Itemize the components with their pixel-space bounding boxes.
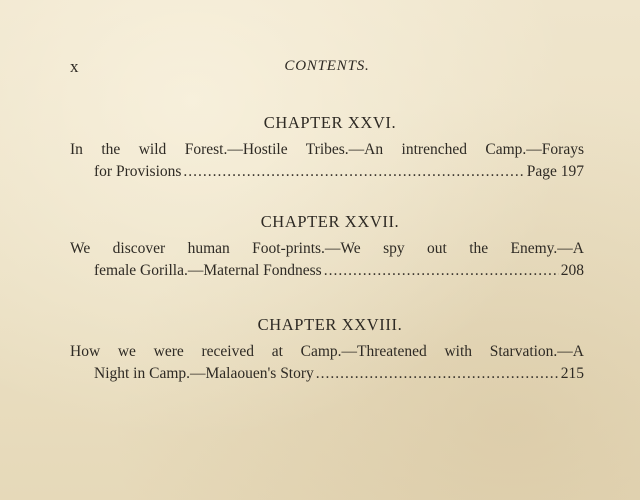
chapter-entry-xxvii [70,212,584,282]
chapter-entry-xxviii [70,315,584,385]
chapter-title: CHAPTER XXVI. [263,113,397,132]
summary-line: How we were received at Camp.—Threatened with Starvation.—A [70,343,584,360]
summary-line: We discover human Foot-prints.—We spy out the Enemy.—A [70,240,584,257]
summary-line-with-page [70,363,584,385]
chapter-title: CHAPTER XXVII. [260,212,400,231]
summary-line-end: Night in Camp.—Malaouen's Story [94,365,314,382]
summary-line-end: for Provisions [94,163,182,180]
chapter-entry-xxvi [70,113,584,183]
dot-leader [183,161,524,183]
running-title: CONTENTS. [284,58,370,74]
page-number: x [70,57,79,76]
chapter-summary [70,341,584,385]
summary-line-with-page [70,161,584,183]
chapter-summary [70,139,584,183]
page-reference: 215 [560,365,584,382]
page-reference: 208 [560,262,584,279]
summary-line-end: female Gorilla.—Maternal Fondness [94,262,322,279]
dot-leader [316,363,559,385]
chapter-title: CHAPTER XXVIII. [257,315,403,334]
page-reference: Page 197 [526,163,584,180]
summary-line: In the wild Forest.—Hostile Tribes.—An intrenched Camp.—Forays [70,141,584,158]
dot-leader [324,260,559,282]
chapter-summary [70,238,584,282]
summary-line-with-page [70,260,584,282]
